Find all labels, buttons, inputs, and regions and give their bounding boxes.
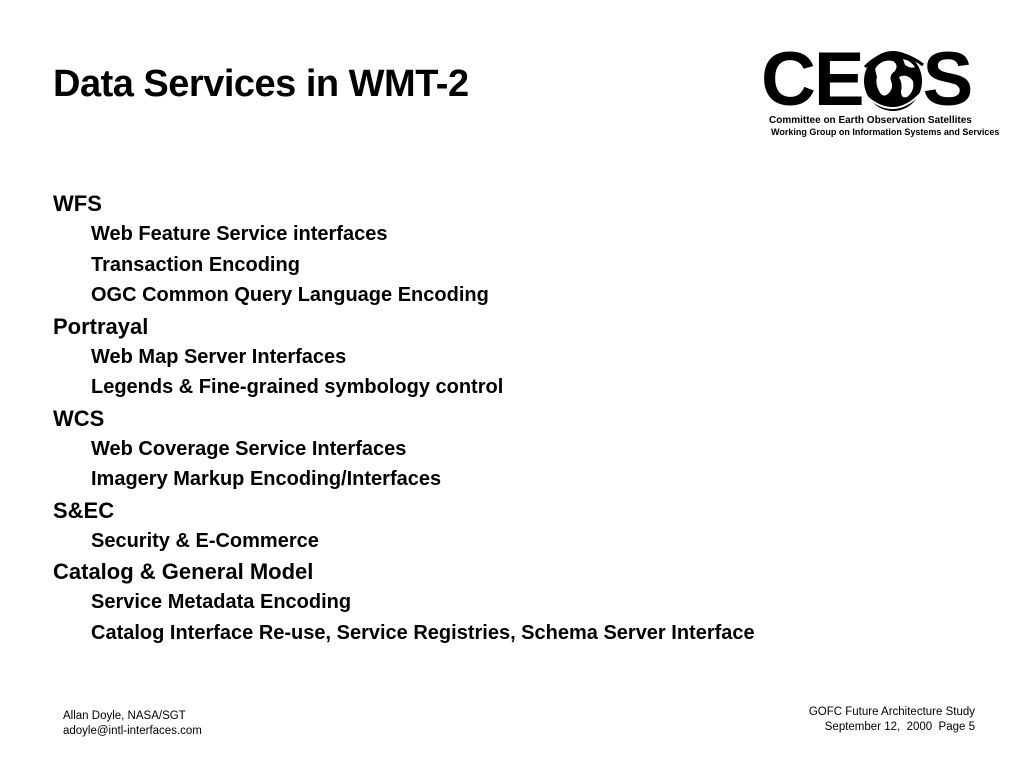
footer-study-block [809, 705, 975, 735]
logo-subtitle-ceos: Committee on Earth Observation Satellites [769, 115, 972, 126]
section-item: Web Coverage Service Interfaces [91, 437, 407, 460]
section-heading: Portrayal [53, 313, 149, 339]
section-item: Catalog Interface Re-use, Service Registries, Schema Server Interface [91, 621, 755, 644]
section-item: Service Metadata Encoding [91, 591, 352, 613]
footer-author: Allan Doyle, NASA/SGT [63, 710, 186, 722]
section-item: Legends & Fine-grained symbology control [91, 376, 504, 398]
logo-subtitle-wgiss: Working Group on Information Systems and Services [771, 127, 1000, 137]
section-heading: Catalog & General Model [53, 559, 314, 584]
footer-email: adoyle@intl-interfaces.com [63, 725, 202, 737]
logo-letter-c: C [761, 37, 814, 122]
footer-date-page: September 12, 2000 Page 5 [824, 721, 975, 733]
logo-letter-e: E [813, 37, 863, 122]
section-heading: WFS [53, 191, 102, 216]
footer-study: GOFC Future Architecture Study [808, 706, 975, 718]
section-item: Web Map Server Interfaces [91, 345, 347, 368]
section-item: Transaction Encoding [91, 253, 300, 276]
section-item: Web Feature Service interfaces [91, 223, 388, 245]
section-item: Imagery Markup Encoding/Interfaces [91, 468, 442, 490]
section-heading: S&EC [53, 497, 115, 523]
logo-letter-s: S [922, 37, 972, 122]
section-heading: WCS [53, 405, 105, 431]
slide-title: Data Services in WMT-2 [53, 63, 469, 105]
footer-author-block [63, 709, 202, 739]
globe-icon [861, 47, 925, 113]
section-item: Security & E-Commerce [91, 529, 319, 552]
ceos-logo [755, 38, 1017, 142]
bullet-outline [53, 188, 755, 648]
section-item: OGC Common Query Language Encoding [91, 284, 489, 306]
